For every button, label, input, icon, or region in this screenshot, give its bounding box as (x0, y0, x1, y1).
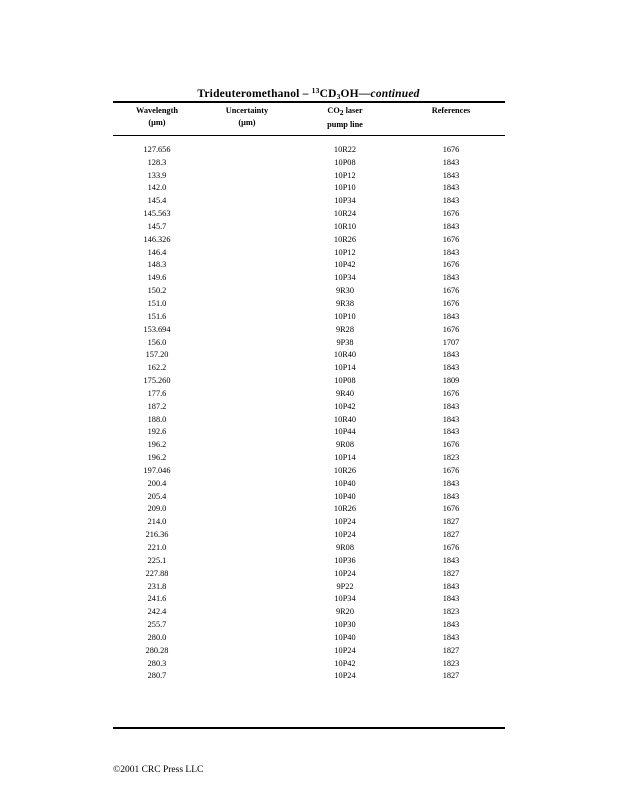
title-continued: —continued (358, 88, 420, 100)
cell-uncertainty (201, 337, 293, 350)
cell-uncertainty (201, 234, 293, 247)
cell-uncertainty (201, 658, 293, 671)
cell-pump-line: 10P34 (334, 273, 356, 283)
table-row (113, 337, 505, 350)
cell-pump-line: 10P24 (334, 568, 356, 578)
cell-wavelength: 231.8 (147, 581, 167, 591)
cell-reference: 1843 (442, 555, 460, 565)
cell-wavelength: 242.4 (147, 607, 167, 617)
cell-pump-line: 10P14 (334, 453, 356, 463)
cell-uncertainty (201, 581, 293, 594)
cell-pump-line: 9P22 (336, 581, 354, 591)
table-row (113, 452, 505, 465)
cell-pump-line: 10R26 (333, 465, 357, 475)
cell-pump-line: 10P30 (334, 620, 356, 630)
cell-reference: 1843 (442, 632, 460, 642)
cell-reference: 1843 (442, 273, 460, 283)
cell-reference: 1676 (442, 286, 460, 296)
cell-reference: 1843 (442, 414, 460, 424)
cell-pump-line: 9R38 (336, 298, 354, 308)
cell-wavelength: 146.326 (143, 234, 171, 244)
cell-wavelength: 187.2 (147, 401, 167, 411)
cell-wavelength: 127.656 (143, 144, 171, 154)
formula-subscript: 3 (336, 92, 341, 101)
cell-wavelength: 197.046 (143, 465, 171, 475)
cell-pump-line: 10R40 (333, 414, 357, 424)
cell-uncertainty (201, 311, 293, 324)
cell-wavelength: 153.694 (143, 324, 171, 334)
cell-wavelength: 157.20 (145, 350, 169, 360)
table-row (113, 157, 505, 170)
table-row (113, 606, 505, 619)
cell-wavelength: 216.36 (145, 530, 169, 540)
table-bottom-rule (113, 727, 505, 729)
cell-pump-line: 10P40 (334, 491, 356, 501)
cell-uncertainty (201, 439, 293, 452)
cell-reference: 1676 (442, 298, 460, 308)
cell-reference: 1843 (442, 620, 460, 630)
cell-wavelength: 241.6 (147, 594, 167, 604)
cell-uncertainty (201, 593, 293, 606)
cell-reference: 1676 (442, 324, 460, 334)
isotope-superscript: 13 (311, 86, 320, 95)
cell-wavelength: 227.88 (145, 568, 169, 578)
pump-line-label-1 (293, 105, 397, 119)
cell-wavelength: 133.9 (147, 170, 167, 180)
table-row (113, 272, 505, 285)
cell-wavelength: 209.0 (147, 504, 167, 514)
table-row (113, 503, 505, 516)
cell-pump-line: 10P10 (334, 183, 356, 193)
cell-wavelength: 145.7 (147, 221, 167, 231)
cell-reference: 1843 (442, 350, 460, 360)
wavelength-label: Wavelength (136, 106, 178, 115)
cell-wavelength: 148.3 (147, 260, 167, 270)
table-row (113, 516, 505, 529)
table-row (113, 388, 505, 401)
cell-reference: 1843 (442, 170, 460, 180)
cell-uncertainty (201, 182, 293, 195)
table-row (113, 362, 505, 375)
references-label: References (431, 106, 471, 115)
cell-reference: 1827 (442, 671, 460, 681)
wavelength-unit: (μm) (148, 118, 166, 127)
table-row (113, 298, 505, 311)
table-row (113, 414, 505, 427)
cell-uncertainty (201, 670, 293, 683)
cell-reference: 1676 (442, 234, 460, 244)
cell-wavelength: 151.0 (147, 298, 167, 308)
cell-reference: 1843 (442, 594, 460, 604)
cell-reference: 1843 (442, 311, 460, 321)
cell-uncertainty (201, 375, 293, 388)
cell-pump-line: 10P40 (334, 478, 356, 488)
cell-pump-line: 9R08 (336, 440, 354, 450)
spacer-cell (113, 131, 201, 144)
cell-reference: 1827 (442, 568, 460, 578)
cell-reference: 1809 (442, 376, 460, 386)
cell-uncertainty (201, 414, 293, 427)
cell-wavelength: 151.6 (147, 311, 167, 321)
cell-uncertainty (201, 170, 293, 183)
cell-uncertainty (201, 144, 293, 157)
table-row (113, 645, 505, 658)
cell-reference: 1676 (442, 144, 460, 154)
cell-wavelength: 192.6 (147, 427, 167, 437)
cell-pump-line: 9R28 (336, 324, 354, 334)
cell-uncertainty (201, 247, 293, 260)
cell-wavelength: 128.3 (147, 157, 167, 167)
column-header-wavelength (113, 105, 201, 131)
cell-uncertainty (201, 324, 293, 337)
cell-pump-line: 10P24 (334, 671, 356, 681)
cell-pump-line: 10P14 (334, 363, 356, 373)
table-row (113, 465, 505, 478)
copyright-footer: ©2001 CRC Press LLC (113, 765, 204, 775)
cell-uncertainty (201, 491, 293, 504)
table-row (113, 593, 505, 606)
table-row (113, 285, 505, 298)
table-row (113, 529, 505, 542)
cell-wavelength: 196.2 (147, 440, 167, 450)
cell-pump-line: 9R30 (336, 286, 354, 296)
table-row (113, 426, 505, 439)
cell-pump-line: 10P10 (334, 311, 356, 321)
table-row (113, 195, 505, 208)
cell-uncertainty (201, 401, 293, 414)
cell-pump-line: 10R40 (333, 350, 357, 360)
cell-wavelength: 156.0 (147, 337, 167, 347)
table-row (113, 221, 505, 234)
cell-reference: 1676 (442, 388, 460, 398)
table-row (113, 208, 505, 221)
table-row (113, 170, 505, 183)
cell-uncertainty (201, 195, 293, 208)
cell-pump-line: 10P24 (334, 645, 356, 655)
laser-lines-table (113, 105, 505, 683)
cell-wavelength: 280.28 (145, 645, 169, 655)
pump-co2-subscript: 2 (339, 108, 344, 117)
cell-uncertainty (201, 478, 293, 491)
cell-reference: 1843 (442, 401, 460, 411)
table-body (113, 131, 505, 683)
cell-reference: 1823 (442, 453, 460, 463)
table-row (113, 439, 505, 452)
cell-wavelength: 200.4 (147, 478, 167, 488)
cell-uncertainty (201, 298, 293, 311)
column-header-pump-line (293, 105, 397, 131)
cell-reference: 1827 (442, 517, 460, 527)
cell-uncertainty (201, 388, 293, 401)
cell-uncertainty (201, 465, 293, 478)
cell-pump-line: 10P34 (334, 594, 356, 604)
cell-reference: 1843 (442, 196, 460, 206)
table-row (113, 311, 505, 324)
cell-wavelength: 280.0 (147, 632, 167, 642)
cell-pump-line: 10P44 (334, 427, 356, 437)
cell-reference: 1843 (442, 491, 460, 501)
cell-reference: 1827 (442, 645, 460, 655)
cell-reference: 1676 (442, 260, 460, 270)
spacer-cell (201, 131, 293, 144)
cell-uncertainty (201, 362, 293, 375)
cell-reference: 1843 (442, 363, 460, 373)
cell-uncertainty (201, 452, 293, 465)
formula-prefix: CD (319, 88, 337, 100)
cell-pump-line: 10R22 (333, 144, 357, 154)
cell-pump-line: 9R08 (336, 543, 354, 552)
cell-reference: 1707 (442, 337, 460, 347)
cell-uncertainty (201, 555, 293, 568)
cell-pump-line: 10R24 (333, 209, 357, 219)
cell-wavelength: 280.3 (147, 658, 167, 668)
table-row (113, 581, 505, 594)
cell-pump-line: 10P36 (334, 555, 356, 565)
cell-uncertainty (201, 272, 293, 285)
cell-reference: 1827 (442, 530, 460, 540)
cell-wavelength: 225.1 (147, 555, 167, 565)
cell-reference: 1823 (442, 658, 460, 668)
cell-uncertainty (201, 259, 293, 272)
cell-reference: 1843 (442, 581, 460, 591)
cell-pump-line: 10P42 (334, 260, 356, 270)
cell-pump-line: 9R40 (336, 388, 354, 398)
table-top-rule (113, 101, 505, 103)
table-row (113, 259, 505, 272)
cell-pump-line: 10R10 (333, 221, 357, 231)
table-row (113, 234, 505, 247)
formula-suffix: OH (340, 88, 359, 100)
table-row (113, 375, 505, 388)
cell-reference: 1676 (442, 209, 460, 219)
spacer-cell (397, 131, 505, 144)
cell-uncertainty (201, 619, 293, 632)
cell-reference: 1823 (442, 607, 460, 617)
cell-pump-line: 10P24 (334, 530, 356, 540)
cell-wavelength: 162.2 (147, 363, 167, 373)
cell-pump-line: 10P12 (334, 170, 356, 180)
cell-wavelength: 205.4 (147, 491, 167, 501)
cell-wavelength: 177.6 (147, 388, 167, 398)
table-row (113, 247, 505, 260)
table-row (113, 491, 505, 504)
cell-wavelength: 145.563 (143, 209, 171, 219)
uncertainty-unit: (μm) (238, 118, 256, 127)
table-row (113, 349, 505, 362)
cell-reference: 1843 (442, 157, 460, 167)
cell-wavelength: 149.6 (147, 273, 167, 283)
cell-pump-line: 9P38 (336, 337, 354, 347)
cell-pump-line: 10P08 (334, 157, 356, 167)
cell-pump-line: 9R20 (336, 607, 354, 617)
cell-wavelength: 280.7 (147, 671, 167, 681)
cell-uncertainty (201, 645, 293, 658)
cell-wavelength: 214.0 (147, 517, 167, 527)
cell-pump-line: 10P40 (334, 632, 356, 642)
cell-reference: 1676 (442, 440, 460, 450)
cell-uncertainty (201, 606, 293, 619)
table-header (113, 105, 505, 131)
table-row (113, 401, 505, 414)
cell-pump-line: 10P34 (334, 196, 356, 206)
column-header-uncertainty (201, 105, 293, 131)
cell-pump-line: 10P12 (334, 247, 356, 257)
table-row (113, 568, 505, 581)
table-row (113, 619, 505, 632)
cell-wavelength: 196.2 (147, 453, 167, 463)
cell-reference: 1843 (442, 427, 460, 437)
table-row (113, 542, 505, 555)
cell-reference: 1676 (442, 504, 460, 514)
spacer-cell (293, 131, 397, 144)
table-row (113, 658, 505, 671)
cell-wavelength: 145.4 (147, 196, 167, 206)
cell-uncertainty (201, 285, 293, 298)
cell-wavelength: 221.0 (147, 543, 167, 552)
cell-reference: 1676 (442, 465, 460, 475)
table-row (113, 555, 505, 568)
cell-pump-line: 10P42 (334, 401, 356, 411)
cell-uncertainty (201, 221, 293, 234)
cell-uncertainty (201, 542, 293, 555)
cell-uncertainty (201, 632, 293, 645)
cell-uncertainty (201, 208, 293, 221)
cell-wavelength: 146.4 (147, 247, 167, 257)
cell-pump-line: 10P24 (334, 517, 356, 527)
cell-uncertainty (201, 568, 293, 581)
title-text: Trideuteromethanol – (197, 88, 312, 100)
pump-co-text: CO (327, 106, 340, 115)
cell-pump-line: 10P08 (334, 376, 356, 386)
cell-pump-line: 10P42 (334, 658, 356, 668)
cell-wavelength: 175.260 (143, 376, 171, 386)
cell-reference: 1676 (442, 543, 460, 552)
table-row (113, 478, 505, 491)
cell-reference: 1843 (442, 247, 460, 257)
cell-uncertainty (201, 516, 293, 529)
column-header-references (397, 105, 505, 131)
table-row (113, 182, 505, 195)
cell-uncertainty (201, 157, 293, 170)
pump-line-label-2: pump line (327, 120, 363, 129)
table-row (113, 144, 505, 157)
table-row (113, 632, 505, 645)
cell-pump-line: 10R26 (333, 234, 357, 244)
cell-uncertainty (201, 349, 293, 362)
cell-pump-line: 10R26 (333, 504, 357, 514)
cell-wavelength: 142.0 (147, 183, 167, 193)
cell-reference: 1843 (442, 183, 460, 193)
cell-uncertainty (201, 503, 293, 516)
uncertainty-label: Uncertainty (225, 106, 269, 115)
cell-reference: 1843 (442, 478, 460, 488)
cell-wavelength: 188.0 (147, 414, 167, 424)
cell-wavelength: 255.7 (147, 620, 167, 630)
cell-reference: 1843 (442, 221, 460, 231)
table-spacer-row (113, 131, 505, 144)
page-title (0, 86, 617, 101)
table-header-row (113, 105, 505, 131)
table-row (113, 324, 505, 337)
cell-uncertainty (201, 426, 293, 439)
cell-uncertainty (201, 529, 293, 542)
table-row (113, 670, 505, 683)
pump-laser-text: laser (343, 106, 363, 115)
cell-wavelength: 150.2 (147, 286, 167, 296)
